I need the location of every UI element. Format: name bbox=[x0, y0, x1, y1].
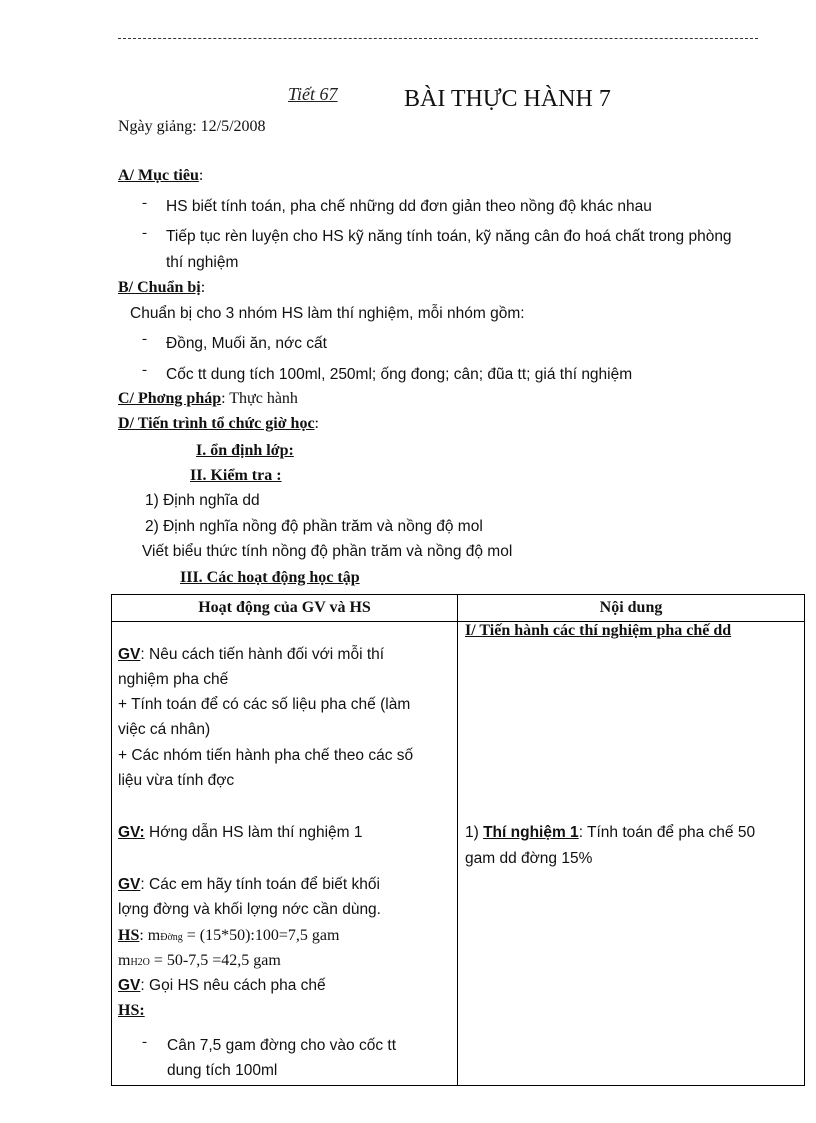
step-activities: III. Các hoạt động học tập bbox=[180, 569, 360, 586]
lesson-number: Tiết 67 bbox=[288, 84, 338, 104]
lesson-date: Ngày giảng: 12/5/2008 bbox=[118, 118, 266, 135]
objective-1: HS biết tính toán, pha chế những dd đơn giản theo nồng độ khác nhau bbox=[166, 198, 652, 215]
hs-text: m bbox=[118, 952, 131, 969]
plus-item-2: + Các nhóm tiến hành pha chế theo các số bbox=[118, 747, 414, 764]
gv-label: GV: bbox=[118, 824, 145, 841]
section-b-suffix: : bbox=[200, 279, 206, 296]
gv-text: : Gọi HS nêu cách pha chế bbox=[140, 977, 326, 994]
gv-instruction-3 bbox=[118, 876, 380, 894]
hs-text: : m bbox=[139, 927, 161, 944]
subscript: Đờng bbox=[160, 932, 183, 943]
gv-text: : Nêu cách tiến hành đối với mỗi thí bbox=[140, 646, 385, 663]
gv-instruction-1 bbox=[118, 646, 384, 664]
subscript: H2O bbox=[130, 957, 150, 968]
activities-cell bbox=[112, 622, 458, 1086]
gv-instruction-2 bbox=[118, 824, 363, 842]
section-a-heading-row bbox=[118, 167, 203, 185]
check-note: Viết biểu thức tính nồng độ phần trăm và nồng độ mol bbox=[142, 543, 513, 560]
content-cell-content bbox=[458, 622, 804, 1085]
experiment-number: 1) bbox=[465, 824, 484, 841]
experiment-1-cont: gam dd đờng 15% bbox=[465, 850, 593, 867]
hs-answer-1-cont bbox=[118, 952, 281, 970]
gv-text: : Các em hãy tính toán để biết khối bbox=[140, 876, 380, 893]
top-dashed-rule bbox=[118, 38, 758, 39]
experiment-1 bbox=[465, 824, 755, 842]
objective-2: Tiếp tục rèn luyện cho HS kỹ năng tính toán, kỹ năng cân đo hoá chất trong phòng bbox=[166, 228, 732, 245]
bullet-marker: - bbox=[142, 195, 147, 211]
section-c-heading: C/ Phơng pháp bbox=[118, 390, 222, 407]
step-check: II. Kiểm tra : bbox=[190, 467, 282, 484]
page-title: BÀI THỰC HÀNH 7 bbox=[404, 86, 611, 112]
gv-label: GV bbox=[118, 876, 141, 893]
section-c-text: : Thực hành bbox=[221, 390, 298, 407]
activities-cell-content bbox=[112, 622, 457, 1085]
bullet-marker: - bbox=[142, 1034, 147, 1050]
section-d-suffix: : bbox=[314, 415, 319, 432]
gv-label: GV bbox=[118, 977, 141, 994]
col-header-activities: Hoạt động của GV và HS bbox=[112, 595, 458, 622]
procedure-step-1-cont: dung tích 100ml bbox=[167, 1062, 278, 1079]
equipment-list: Cốc tt dung tích 100ml, 250ml; ống đong; cân; đũa tt; giá thí nghiệm bbox=[166, 366, 633, 383]
experiments-heading: I/ Tiến hành các thí nghiệm pha chế dd bbox=[465, 622, 732, 639]
section-d-heading: D/ Tiến trình tổ chức giờ học bbox=[118, 415, 315, 432]
hs-label: HS: bbox=[118, 1002, 145, 1019]
hs-label: HS bbox=[118, 927, 140, 944]
experiment-text: : Tính toán để pha chế 50 bbox=[578, 824, 756, 841]
content-cell bbox=[458, 622, 805, 1086]
gv-instruction-3-cont: lợng đờng và khối lợng nớc cần dùng. bbox=[118, 901, 381, 918]
table-row bbox=[112, 622, 805, 1086]
experiment-label: Thí nghiệm 1 bbox=[483, 824, 579, 841]
plus-item-2-cont: liệu vừa tính đợc bbox=[118, 772, 235, 789]
section-a-suffix: : bbox=[198, 167, 204, 184]
section-d-heading-row bbox=[118, 415, 319, 433]
section-b-heading-row bbox=[118, 279, 205, 297]
plus-item-1-cont: việc cá nhân) bbox=[118, 721, 211, 738]
plus-item-1: + Tính toán để có các số liệu pha chế (làm bbox=[118, 696, 411, 713]
gv-text: Hớng dẫn HS làm thí nghiệm 1 bbox=[144, 824, 363, 841]
step-stabilize-class: I. ổn định lớp: bbox=[196, 442, 294, 459]
section-c-row bbox=[118, 390, 298, 408]
hs-answer-1 bbox=[118, 927, 339, 945]
activities-table bbox=[111, 594, 805, 1086]
bullet-marker: - bbox=[142, 362, 147, 378]
hs-text: = 50-7,5 =42,5 gam bbox=[149, 952, 281, 969]
gv-label: GV bbox=[118, 646, 141, 663]
table-header-row bbox=[112, 595, 805, 622]
hs-text: = (15*50):100=7,5 gam bbox=[182, 927, 340, 944]
bullet-marker: - bbox=[142, 331, 147, 347]
section-a-heading: A/ Mục tiêu bbox=[118, 167, 199, 184]
section-b-heading: B/ Chuẩn bị bbox=[118, 279, 201, 296]
preparation-intro: Chuẩn bị cho 3 nhóm HS làm thí nghiệm, mỗi nhóm gồm: bbox=[130, 305, 525, 322]
gv-instruction-4 bbox=[118, 977, 326, 995]
gv-instruction-1-cont: nghiệm pha chế bbox=[118, 671, 229, 688]
procedure-step-1: Cân 7,5 gam đờng cho vào cốc tt bbox=[167, 1037, 397, 1054]
check-item-1: 1) Định nghĩa dd bbox=[145, 492, 260, 509]
objective-2-cont: thí nghiệm bbox=[166, 254, 239, 271]
col-header-content: Nội dung bbox=[458, 595, 805, 622]
check-item-2: 2) Định nghĩa nồng độ phần trăm và nồng độ mol bbox=[145, 518, 483, 535]
bullet-marker: - bbox=[142, 225, 147, 241]
materials-list: Đồng, Muối ăn, nớc cất bbox=[166, 335, 327, 352]
